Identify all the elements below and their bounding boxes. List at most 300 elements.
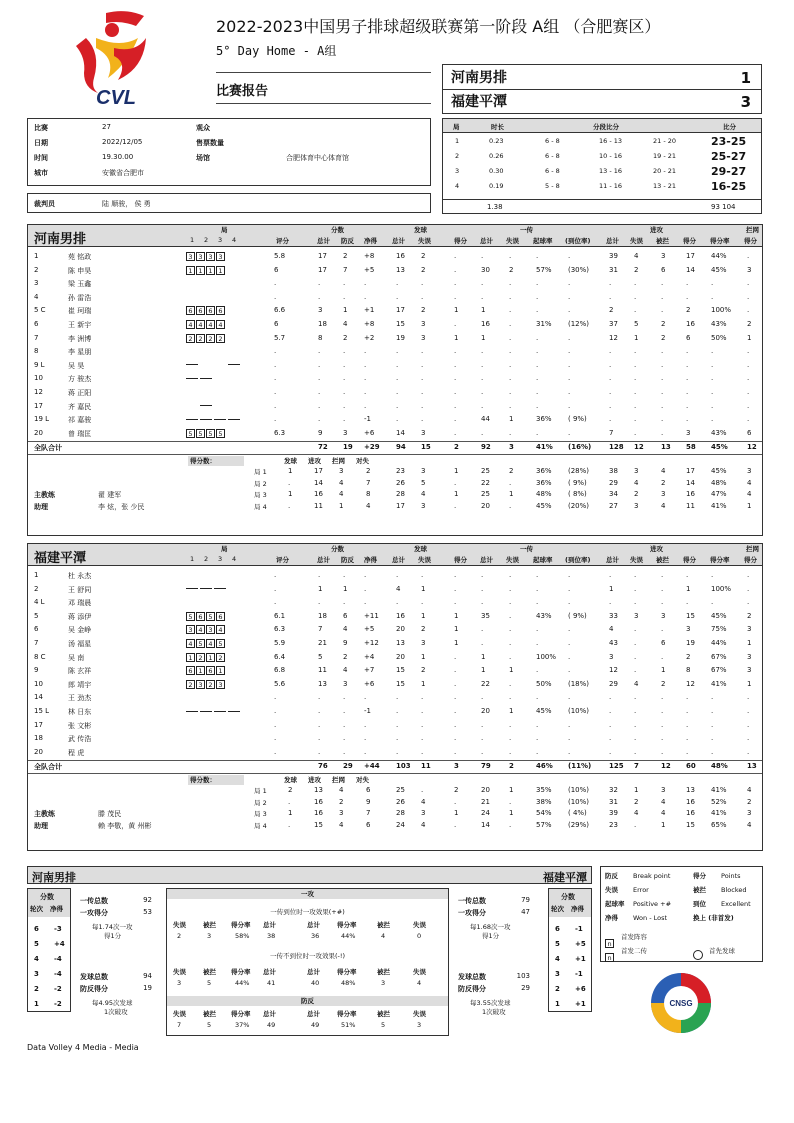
stat-at: . — [609, 388, 612, 396]
col-header: 防反 — [341, 556, 354, 564]
stat-se: . — [421, 747, 424, 756]
break-points-label: 防反得分 — [80, 985, 108, 993]
stat-se: 1 — [421, 611, 426, 620]
grid-header: 失误 — [173, 921, 186, 929]
stat-rpos: . — [536, 598, 539, 607]
set-stat: 4 — [661, 501, 666, 510]
partial-score: 6 - 8 — [545, 137, 560, 145]
set-stat: 1 — [288, 809, 293, 818]
set-stat: 2 — [634, 797, 639, 806]
set-stat: 13 — [686, 786, 695, 795]
svg-text:CVL: CVL — [96, 87, 136, 108]
set-stat: 16 — [686, 809, 695, 818]
stat-rpos: 100% — [536, 652, 557, 661]
stat-at: . — [609, 401, 612, 410]
stat-st: . — [396, 292, 399, 301]
assistant-names: 赖 李敬，黄 州彬 — [98, 821, 152, 830]
stat-rt2: . — [481, 584, 484, 593]
stat-bk: 1 — [747, 639, 752, 647]
stat-bp: 1 — [343, 306, 348, 315]
total-duration: 1.38 — [487, 203, 503, 211]
set-stat: 2 — [366, 467, 371, 476]
stat-wl: . — [364, 388, 367, 396]
stat-wl: +7 — [364, 666, 375, 675]
player-number: 8 — [34, 347, 39, 356]
set-stat: 1 — [339, 501, 344, 510]
stat-st: 13 — [396, 639, 405, 647]
set-stat: 47% — [711, 490, 727, 499]
stat-tot: 18 — [318, 611, 327, 620]
partial-score: 5 - 8 — [545, 182, 560, 190]
stat-bk: . — [747, 707, 750, 715]
col-header: 得分 — [454, 556, 467, 564]
total-ae: 12 — [634, 443, 644, 452]
total-wl: +44 — [364, 762, 380, 771]
set-stat: . — [421, 786, 424, 795]
stat-sp: . — [454, 584, 457, 593]
stat-bp: 7 — [343, 265, 348, 274]
negative-title: 一传不到位时一攻效果(-!) — [269, 952, 346, 960]
set-stat: 7 — [366, 809, 371, 818]
set-stat: . — [454, 478, 457, 487]
set-stat: 3 — [661, 490, 666, 499]
set-stat: 41% — [711, 809, 727, 818]
stat-bp: 2 — [343, 252, 348, 260]
col-header: 进攻 — [650, 226, 663, 234]
grid-header: 总计 — [307, 921, 320, 929]
set-stat: (10%) — [568, 786, 590, 795]
partial-score: 21 - 20 — [653, 137, 677, 145]
player-name: 吴 南 — [68, 653, 85, 662]
stat-sp: . — [454, 401, 457, 410]
player-name: 崔 珂瑞 — [68, 307, 92, 316]
stat-ak: . — [711, 388, 714, 396]
col-header: 总计 — [606, 237, 619, 245]
stat-re: . — [509, 428, 512, 437]
grid-value: 4 — [417, 979, 422, 987]
set-stat: . — [288, 501, 291, 510]
stat-tot: . — [318, 360, 321, 369]
stat-ae: . — [634, 652, 637, 661]
stat-wl: +6 — [364, 679, 375, 688]
player-number: 5 C — [34, 306, 46, 315]
rotation-label: 轮次 — [551, 905, 564, 913]
stat-ap: . — [686, 347, 689, 356]
player-number: 4 — [34, 292, 39, 301]
stat-rpos: . — [536, 584, 539, 593]
set-stat: . — [288, 797, 291, 806]
stat-se: . — [421, 598, 424, 607]
stat-ap: 12 — [686, 679, 695, 688]
player-rotation: 3 3 3 3 — [186, 252, 226, 261]
set-stat: 4 — [339, 820, 344, 829]
total-rexc: (11%) — [568, 762, 592, 771]
stat-bk: . — [747, 584, 750, 593]
stat-bp: 1 — [343, 584, 348, 593]
set-stat: ( 4%) — [568, 809, 587, 818]
stat-bk: 6 — [747, 428, 752, 437]
stat-st: . — [396, 707, 399, 715]
stat-wl: . — [364, 720, 367, 729]
set-stat: 32 — [609, 786, 618, 795]
stat-tot: . — [318, 747, 321, 756]
player-rotation — [186, 374, 214, 382]
svg-text:CNSG: CNSG — [669, 999, 693, 1008]
stat-rpos: . — [536, 625, 539, 634]
stat-at: 1 — [609, 584, 614, 593]
stat-bp: 2 — [343, 652, 348, 661]
stat-re: . — [509, 360, 512, 369]
set-number: 3 — [455, 167, 460, 175]
rotation-number: 6 — [34, 925, 39, 933]
stat-re: . — [509, 292, 512, 301]
stat-rt2: 44 — [481, 415, 490, 424]
col-header: 被拦 — [656, 237, 669, 245]
set-stat: 20 — [481, 786, 490, 795]
stat-rt2: 1 — [481, 333, 486, 342]
stat-rexc: . — [568, 734, 571, 743]
stat-rt2: 16 — [481, 320, 490, 328]
rotation-net: -3 — [54, 925, 62, 933]
player-row — [28, 250, 762, 264]
set-stat: 2 — [634, 490, 639, 499]
grid-value: 44% — [235, 979, 250, 987]
stat-ak: . — [711, 347, 714, 356]
set-duration: 0.30 — [489, 167, 504, 175]
stat-wl: +4 — [364, 652, 375, 661]
rotation-number: 5 — [555, 940, 560, 948]
player-number: 7 — [34, 639, 39, 647]
stat-rt2: . — [481, 428, 484, 437]
player-rotation — [186, 415, 242, 423]
col-header: 被拦 — [656, 556, 669, 564]
legend-term: 到位 — [693, 900, 706, 908]
set-label: 局 4 — [254, 821, 267, 830]
rotation-net: -1 — [575, 925, 583, 933]
set-stat: 4 — [634, 809, 639, 818]
stat-tot: . — [318, 415, 321, 424]
stat-wl: . — [364, 360, 367, 369]
stat-re: . — [509, 252, 512, 260]
total-bp: 29 — [343, 762, 353, 771]
stat-at: 4 — [609, 625, 614, 634]
grid-header: 得分率 — [337, 968, 357, 976]
stat-ab: . — [661, 584, 664, 593]
stat-rexc: (30%) — [568, 265, 590, 274]
stat-rt: . — [274, 360, 277, 369]
referee-info: 裁判员 陆 顺骏， 侯 勇 — [27, 193, 431, 213]
stat-ae: . — [634, 279, 637, 288]
stat-ak: . — [711, 693, 714, 702]
set-stat: 4 — [421, 490, 426, 499]
stat-rpos: 45% — [536, 707, 552, 715]
set-stat: 1 — [509, 809, 514, 818]
stat-se: . — [421, 707, 424, 715]
stat-ab: . — [661, 292, 664, 301]
stat-rt: 5.8 — [274, 252, 286, 260]
stat-rpos: . — [536, 347, 539, 356]
team-total-label: 全队合计 — [34, 444, 62, 453]
total-rpos: 41% — [536, 443, 553, 452]
stat-ap: 17 — [686, 252, 695, 260]
player-name: 王 劲杰 — [68, 694, 92, 703]
net-label: 净得 — [50, 905, 63, 913]
stat-ab: 6 — [661, 639, 666, 647]
player-name: 梁 玉鑫 — [68, 280, 92, 289]
stat-se: . — [421, 347, 424, 356]
stat-st: 20 — [396, 625, 405, 634]
player-name: 汤 福星 — [68, 640, 92, 648]
stat-rt: 6.6 — [274, 306, 286, 315]
stat-se: . — [421, 720, 424, 729]
grid-header: 失误 — [173, 1010, 186, 1018]
stat-rpos: . — [536, 401, 539, 410]
stat-rt: 6.4 — [274, 652, 286, 661]
stat-bp: . — [343, 360, 346, 369]
stat-rt2: . — [481, 388, 484, 396]
stat-ab: . — [661, 360, 664, 369]
stat-st: 17 — [396, 306, 405, 315]
stat-rexc: . — [568, 292, 571, 301]
stat-ap: 3 — [686, 428, 691, 437]
set-stat: 8 — [366, 490, 371, 499]
stat-ap: 14 — [686, 265, 695, 274]
team-b-name: 福建平潭 — [451, 94, 507, 110]
set-stat: 52% — [711, 797, 727, 806]
stat-rt2: . — [481, 625, 484, 634]
rotation-number: 3 — [34, 970, 39, 978]
set-stat: 28 — [396, 490, 405, 499]
stat-rexc: . — [568, 652, 571, 661]
set-stat: 4 — [421, 797, 426, 806]
rotation-number: 2 — [555, 985, 560, 993]
stat-re: . — [509, 639, 512, 647]
stat-at: . — [609, 720, 612, 729]
points-col: 发球 — [284, 457, 297, 466]
stat-sp: . — [454, 571, 457, 579]
stat-ap: . — [686, 720, 689, 729]
legend-desc: 首发阵容 — [621, 933, 647, 941]
reception-total: 92 — [143, 896, 152, 904]
stat-wl: +8 — [364, 320, 375, 328]
stat-ae: . — [634, 747, 637, 756]
stat-ab: 2 — [661, 333, 666, 342]
stat-rt: . — [274, 279, 277, 288]
stat-se: . — [421, 374, 424, 383]
points-col: 进攻 — [308, 457, 321, 466]
points-col: 发球 — [284, 776, 297, 785]
legend-term: 净得 — [605, 914, 618, 922]
col-header: 得分 — [744, 556, 757, 564]
set-stat: 21 — [481, 797, 490, 806]
player-name: 杜 永杰 — [68, 572, 92, 580]
set-stat: 3 — [421, 809, 426, 818]
stat-bk: . — [747, 306, 750, 315]
set-stat: 3 — [634, 501, 639, 510]
player-rotation — [186, 361, 242, 369]
stat-rexc: . — [568, 428, 571, 437]
stat-se: 3 — [421, 428, 426, 437]
grid-header: 得分率 — [231, 921, 251, 929]
set-stat: 16 — [314, 490, 323, 499]
set-stat: 4 — [747, 490, 752, 499]
stat-rt2: . — [481, 571, 484, 579]
stat-ak: 45% — [711, 265, 727, 274]
player-rotation: 1 2 1 2 — [186, 653, 226, 662]
player-row — [28, 304, 762, 318]
stat-ab: . — [661, 652, 664, 661]
total-se: 15 — [421, 443, 431, 452]
stat-bp: 3 — [343, 679, 348, 688]
col-header: 一传 — [520, 545, 533, 553]
stat-ap: 15 — [686, 611, 695, 620]
rotation-net: +6 — [575, 985, 586, 993]
set-stat: 4 — [339, 490, 344, 499]
player-name: 李 洲博 — [68, 334, 92, 343]
set-stat: 3 — [339, 809, 344, 818]
total-tot: 76 — [318, 762, 328, 771]
set-stat: 1 — [509, 490, 514, 499]
partial-score: 6 - 8 — [545, 152, 560, 160]
stat-at: 3 — [609, 652, 614, 661]
player-number: 18 — [34, 734, 43, 743]
stat-bk: 3 — [747, 652, 752, 661]
stat-wl: . — [364, 292, 367, 301]
stat-rt2: 35 — [481, 611, 490, 620]
set-label: 局 1 — [254, 468, 267, 477]
col-header: 失误 — [630, 237, 643, 245]
stat-st: 15 — [396, 320, 405, 328]
col-header: 拦网 — [746, 226, 759, 234]
col-header: (到位率) — [565, 556, 591, 564]
stat-ab: 3 — [661, 252, 666, 260]
player-name: 陈 玄祥 — [68, 667, 92, 676]
stat-bk: . — [747, 693, 750, 702]
player-number: 2 — [34, 265, 39, 274]
stat-ap: . — [686, 374, 689, 383]
stat-ap: . — [686, 415, 689, 424]
set-number: 2 — [455, 152, 460, 160]
col-header: 失误 — [630, 556, 643, 564]
stat-rt2: . — [481, 693, 484, 702]
footer-credit: Data Volley 4 Media - Media — [27, 1043, 139, 1052]
stat-se: 1 — [421, 652, 426, 661]
stat-ae: . — [634, 639, 637, 647]
stat-bp: 4 — [343, 320, 348, 328]
stat-at: . — [609, 571, 612, 579]
stat-rt2: 30 — [481, 265, 490, 274]
grid-value: 49 — [311, 1021, 320, 1029]
total-ae: 7 — [634, 762, 639, 771]
set-stat: 16 — [686, 797, 695, 806]
total-bk: 13 — [747, 762, 757, 771]
player-name: 蒋 正阳 — [68, 389, 92, 397]
stat-rt2: . — [481, 347, 484, 356]
stat-ap: . — [686, 292, 689, 301]
set-stat: 48% — [536, 490, 552, 499]
player-name: 方 骏杰 — [68, 375, 92, 384]
grid-value: 48% — [341, 979, 356, 987]
total-rexc: (16%) — [568, 443, 592, 452]
col-header: 总计 — [480, 556, 493, 564]
stat-ae: . — [634, 388, 637, 396]
stat-ab: . — [661, 571, 664, 579]
stat-ae: 3 — [634, 611, 639, 620]
total-re: 2 — [509, 762, 514, 771]
set-stat: 36% — [536, 467, 552, 476]
player-row — [28, 664, 762, 678]
player-number: 19 L — [34, 415, 50, 424]
net-label: 净得 — [571, 905, 584, 913]
stat-rt: . — [274, 707, 277, 715]
player-name: 王 舒同 — [68, 585, 92, 594]
stat-re: . — [509, 388, 512, 396]
col-header: 得分率 — [710, 556, 730, 564]
stat-rexc: . — [568, 388, 571, 396]
col-header: 一传 — [520, 226, 533, 234]
stat-bp: . — [343, 720, 346, 729]
col-header: 净得 — [364, 237, 377, 245]
stat-tot: 3 — [318, 306, 323, 315]
col-header: 分数 — [331, 226, 344, 234]
stat-se: 3 — [421, 320, 426, 328]
player-row — [28, 637, 762, 651]
set-stat: 25 — [481, 467, 490, 476]
stat-st: . — [396, 571, 399, 579]
stat-ab: 6 — [661, 265, 666, 274]
set-stat: 45% — [711, 467, 727, 476]
stat-tot: . — [318, 720, 321, 729]
rotation-net: -1 — [575, 970, 583, 978]
partial-score: 19 - 21 — [653, 152, 677, 160]
stat-at: . — [609, 734, 612, 743]
set-stat: 4 — [661, 809, 666, 818]
sideout-ratio: 得1分 — [482, 932, 500, 940]
col-header: 失误 — [506, 237, 519, 245]
stat-sp: . — [454, 747, 457, 756]
report-heading: 比赛报告 — [216, 84, 269, 99]
set-stat: 4 — [339, 786, 344, 795]
player-name: 邓 瑞晨 — [68, 599, 92, 608]
stat-sp: . — [454, 265, 457, 274]
stat-rpos: . — [536, 734, 539, 743]
stat-st: . — [396, 598, 399, 607]
col-header: 得分 — [683, 556, 696, 564]
match-venue: 合肥体育中心体育馆 — [286, 154, 349, 162]
sideout-ratio: 每1.74次一攻 — [92, 923, 133, 931]
set-stat: 4 — [366, 501, 371, 510]
stat-at: . — [609, 347, 612, 356]
page-subtitle: 5° Day Home - A组 — [216, 44, 337, 58]
stat-at: 31 — [609, 265, 618, 274]
total-st: 103 — [396, 762, 411, 771]
stat-bp: . — [343, 598, 346, 607]
stat-rexc: . — [568, 666, 571, 675]
grid-value: 5 — [207, 1021, 212, 1029]
total-tot: 72 — [318, 443, 328, 452]
attack-points: 53 — [143, 908, 152, 916]
stat-wl: +5 — [364, 265, 375, 274]
stat-bp: 4 — [343, 625, 348, 634]
legend-term: 防反 — [605, 872, 618, 880]
stat-ap: . — [686, 279, 689, 288]
player-row — [28, 610, 762, 624]
stat-bp: . — [343, 388, 346, 396]
set-stat: 3 — [747, 809, 752, 818]
stat-wl: . — [364, 598, 367, 607]
stat-sp: . — [454, 652, 457, 661]
player-row — [28, 732, 762, 746]
